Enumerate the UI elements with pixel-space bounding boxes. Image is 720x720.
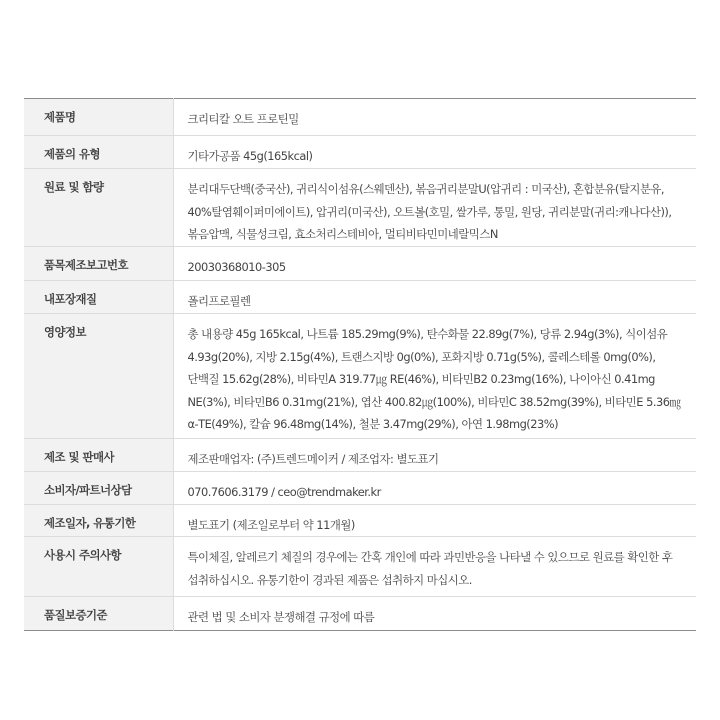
value-packaging: 폴리프로필렌 [173, 281, 696, 314]
label-contact: 소비자/파트너상담 [24, 472, 173, 505]
label-product-type: 제품의 유형 [24, 136, 173, 169]
row-product-type [24, 136, 696, 169]
label-manufacturer: 제조 및 판매사 [24, 439, 173, 472]
label-packaging: 내포장재질 [24, 281, 173, 314]
value-nutrition: 총 내용량 45g 165kcal, 나트륨 185.29mg(9%), 탄수화물 22.89g(7%), 당류 2.94g(3%), 식이섬유 4.93g(20%), 지방 2.15g(4%), 트랜스지방 0g(0%), 포화지방 0.71g(5%), 콜레스테롤 0mg(0%), 단백질 15.62g(28%), 비타민A 319.77㎍ RE(46%), 비타민B2 0.23mg(16%), 나이아신 0.41mg NE(3%), 비타민B6 0.31mg(21%), 엽산 400.82㎍(100%), 비타민C 38.52mg(39%), 비타민E 5.36㎎ α-TE(49%), 칼슘 96.48mg(14%), 철분 3.47mg(29%), 아연 1.98mg(23%) [173, 314, 696, 439]
value-product-type: 기타가공품 45g(165kcal) [173, 136, 696, 169]
row-quality-standard [24, 597, 696, 631]
value-product-name: 크리티칼 오트 프로틴밀 [187, 112, 299, 126]
row-expiry [24, 504, 696, 537]
label-ingredients: 원료 및 함량 [24, 169, 173, 247]
row-nutrition [24, 314, 696, 439]
value-manufacturer: 제조판매업자: (주)트렌드메이커 / 제조업자: 별도표기 [173, 439, 696, 472]
label-product-name: 제품명 [24, 99, 173, 136]
value-quality-standard: 관련 법 및 소비자 분쟁해결 규정에 따름 [173, 597, 696, 631]
label-quality-standard: 품질보증기준 [24, 597, 173, 631]
value-ingredients: 분리대두단백(중국산), 귀리식이섬유(스웨덴산), 볶음귀리분말U(압귀리 : 미국산), 혼합분유(탈지분유, 40%탈염훼이퍼미에이트), 압귀리(미국산), 오트볼(호밀, 쌀가루, 통밀, 원당, 귀리분말(귀리:캐나다산)), 볶음압맥, 식물성크림, 효소처리스테비아, 멀티비타민미네랄믹스N [173, 169, 696, 247]
label-precautions: 사용시 주의사항 [24, 537, 173, 597]
label-nutrition: 영양정보 [24, 314, 173, 439]
row-ingredients [24, 169, 696, 247]
label-report-number: 품목제조보고번호 [24, 247, 173, 281]
value-expiry: 별도표기 (제조일로부터 약 11개월) [173, 504, 696, 537]
row-precautions [24, 537, 696, 597]
label-expiry: 제조일자, 유통기한 [24, 504, 173, 537]
row-manufacturer [24, 439, 696, 472]
value-precautions: 특이체질, 알레르기 체질의 경우에는 간혹 개인에 따라 과민반응을 나타낼 수 있으므로 원료를 확인한 후 섭취하십시오. 유통기한이 경과된 제품은 섭취하지 마십시오. [173, 537, 696, 597]
product-info-table [24, 98, 696, 631]
row-product-name [24, 99, 696, 136]
value-report-number: 20030368010-305 [173, 247, 696, 281]
row-packaging [24, 281, 696, 314]
row-report-number [24, 247, 696, 281]
value-contact: 070.7606.3179 / ceo@trendmaker.kr [173, 472, 696, 505]
row-contact [24, 472, 696, 505]
